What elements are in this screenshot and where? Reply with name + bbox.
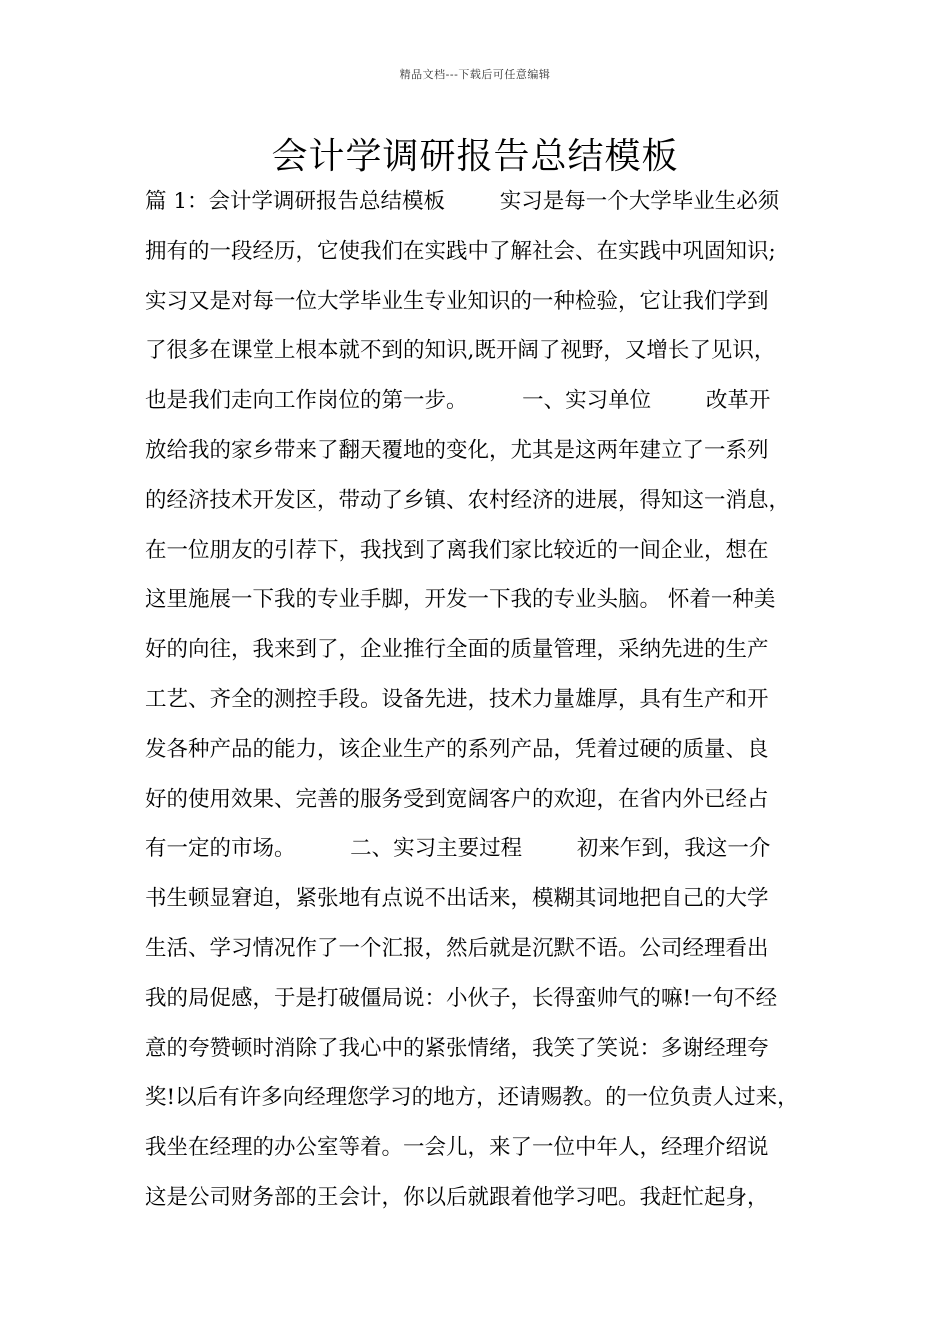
body-line: 在一位朋友的引荐下，我找到了离我们家比较近的一间企业，想在 — [145, 537, 769, 563]
body-line: 放给我的家乡带来了翻天覆地的变化，尤其是这两年建立了一系列 — [145, 437, 769, 463]
body-text — [145, 180, 825, 1226]
body-line: 了很多在课堂上根本就不到的知识,既开阔了视野，又增长了见识， — [145, 338, 776, 364]
body-line: 我的局促感，于是打破僵局说：小伙子，长得蛮帅气的嘛!一句不经 — [145, 985, 778, 1011]
body-line: 我坐在经理的办公室等着。一会儿，来了一位中年人，经理介绍说 — [145, 1135, 769, 1161]
body-line: 篇 1：会计学调研报告总结模板 实习是每一个大学毕业生必须 — [145, 189, 780, 214]
body-line: 也是我们走向工作岗位的第一步。 一、实习单位 改革开 — [145, 388, 771, 414]
body-line: 生活、学习情况作了一个汇报，然后就是沉默不语。公司经理看出 — [145, 935, 769, 961]
body-line: 好的使用效果、完善的服务受到宽阔客户的欢迎，在省内外已经占 — [145, 786, 769, 812]
document-title: 会计学调研报告总结模板 — [271, 136, 679, 177]
body-line: 意的夸赞顿时消除了我心中的紧张情绪，我笑了笑说：多谢经理夸 — [145, 1035, 769, 1061]
body-line: 奖!以后有许多向经理您学习的地方，还请赐教。的一位负责人过来， — [145, 1085, 799, 1111]
body-line: 的经济技术开发区，带动了乡镇、农村经济的进展，得知这一消息， — [145, 487, 791, 513]
body-line: 好的向往，我来到了，企业推行全面的质量管理，采纳先进的生产 — [145, 637, 769, 663]
body-line: 这是公司财务部的王会计，你以后就跟着他学习吧。我赶忙起身， — [145, 1184, 769, 1210]
header-note: 精品文档---下载后可任意编辑 — [399, 68, 551, 81]
body-line: 实习又是对每一位大学毕业生专业知识的一种检验，它让我们学到 — [145, 288, 769, 314]
body-line: 有一定的市场。 二、实习主要过程 初来乍到，我这一介 — [145, 836, 771, 862]
body-line: 这里施展一下我的专业手脚，开发一下我的专业头脑。 怀着一种美 — [145, 587, 776, 613]
body-line: 工艺、齐全的测控手段。设备先进，技术力量雄厚，具有生产和开 — [145, 686, 769, 712]
body-line: 拥有的一段经历，它使我们在实践中了解社会、在实践中巩固知识; — [145, 238, 776, 264]
body-line: 发各种产品的能力，该企业生产的系列产品，凭着过硬的质量、良 — [145, 736, 769, 762]
body-line: 书生顿显窘迫，紧张地有点说不出话来，模糊其词地把自己的大学 — [145, 886, 769, 912]
